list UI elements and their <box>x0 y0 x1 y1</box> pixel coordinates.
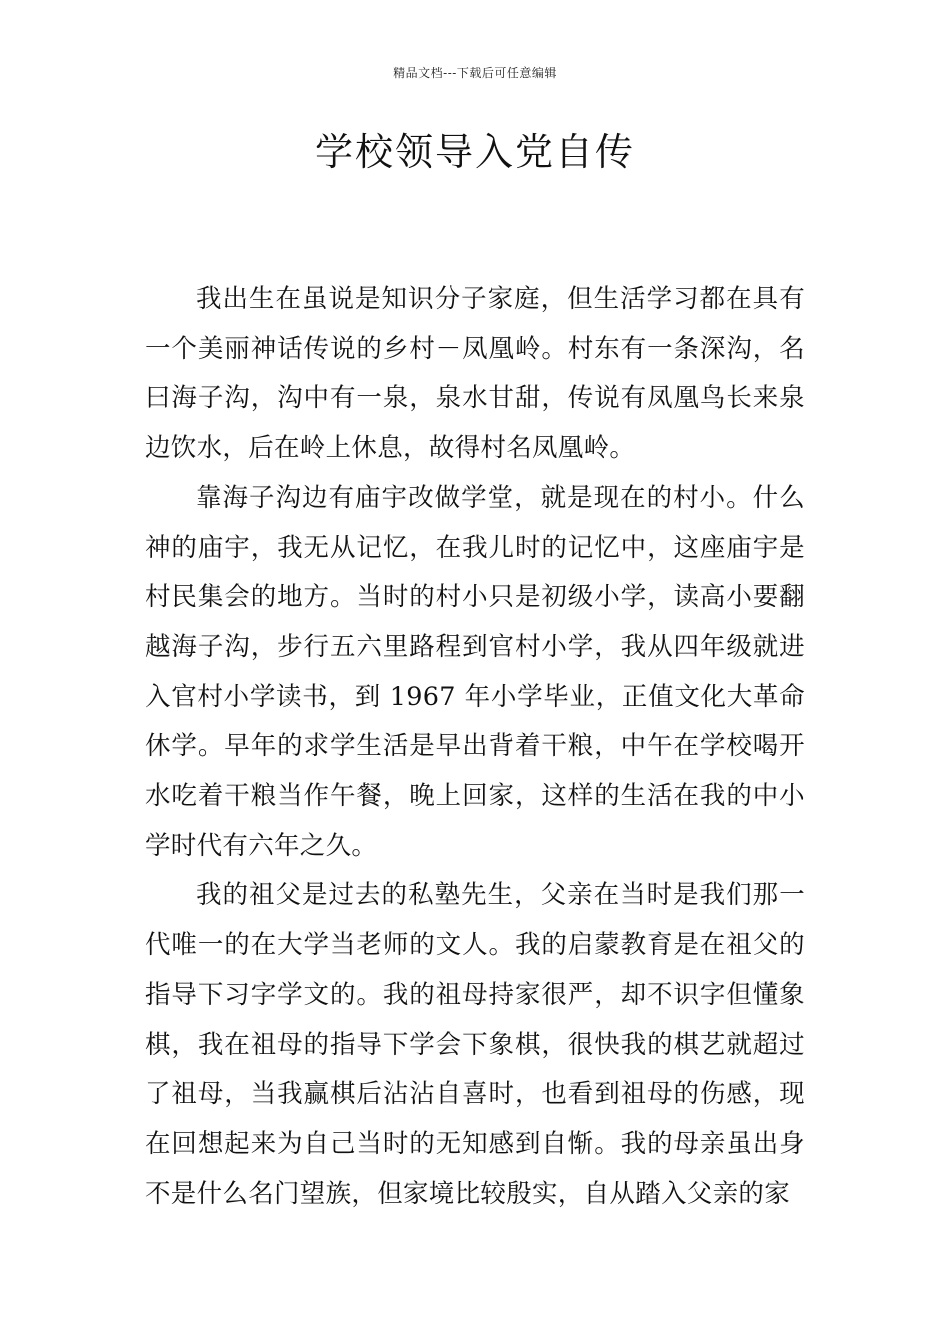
paragraph-3: 我的祖父是过去的私塾先生，父亲在当时是我们那一代唯一的在大学当老师的文人。我的启蒙教育是在祖父的指导下习字学文的。我的祖母持家很严，却不识字但懂象棋，我在祖母的指导下学会下象棋，很快我的棋艺就超过了祖母，当我赢棋后沾沾自喜时，也看到祖母的伤感，现在回想起来为自己当时的无知感到自惭。我的母亲虽出身不是什么名门望族，但家境比较殷实，自从踏入父亲的家 <box>145 880 805 1209</box>
document-title: 学校领导入党自传 <box>314 130 635 174</box>
document-body <box>145 275 805 1219</box>
header-note: 精品文档---下载后可任意编辑 <box>393 66 557 80</box>
paragraph-2: 靠海子沟边有庙宇改做学堂，就是现在的村小。什么神的庙宇，我无从记忆，在我儿时的记忆中，这座庙宇是村民集会的地方。当时的村小只是初级小学，读高小要翻越海子沟，步行五六里路程到官村小学，我从四年级就进入官村小学读书，到 1967 年小学毕业，正值文化大革命休学。早年的求学生活是早出背着干粮，中午在学校喝开水吃着干粮当作午餐，晚上回家，这样的生活在我的中小学时代有六年之久。 <box>145 482 805 861</box>
paragraph-1: 我出生在虽说是知识分子家庭，但生活学习都在具有一个美丽神话传说的乡村－凤凰岭。村东有一条深沟，名曰海子沟，沟中有一泉，泉水甘甜，传说有凤凰鸟长来泉边饮水，后在岭上休息，故得村名凤凰岭。 <box>145 284 805 464</box>
